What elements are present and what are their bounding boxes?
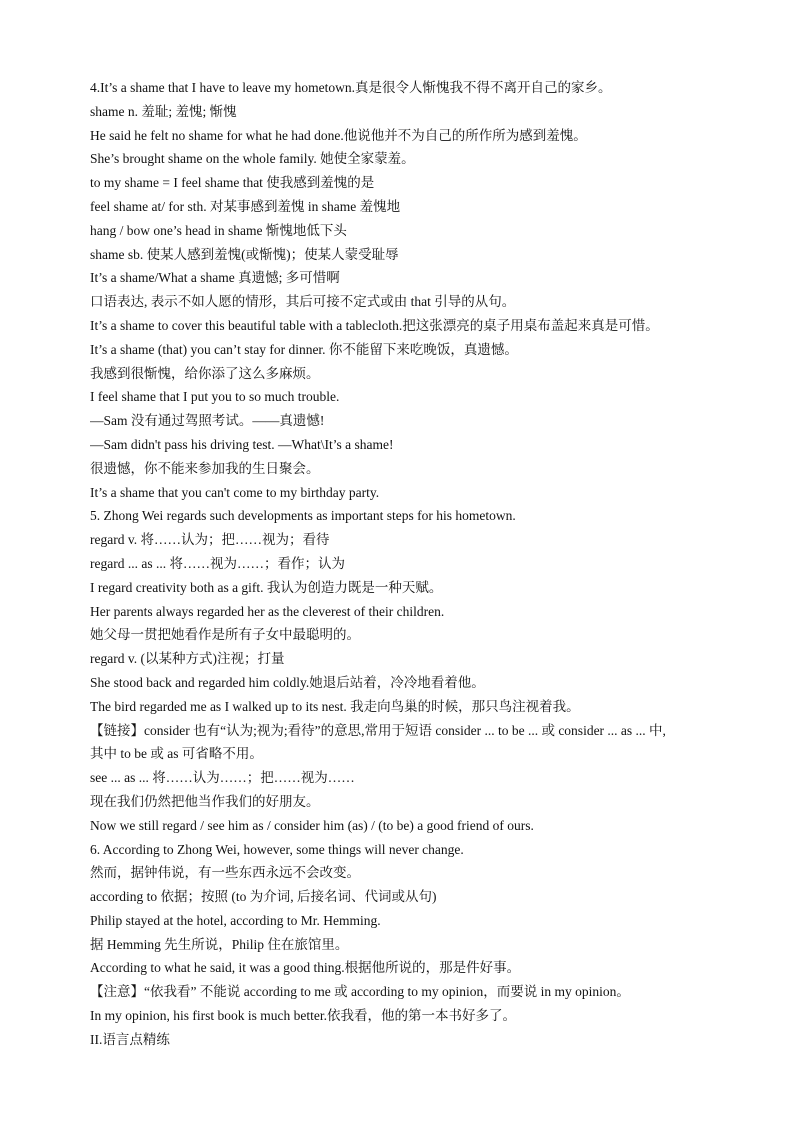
text-line: 很遗憾，你不能来参加我的生日聚会。: [90, 460, 320, 476]
section-heading: 6. According to Zhong Wei, however, some things will never change.: [90, 841, 464, 857]
text-line: 我感到很惭愧，给你添了这么多麻烦。: [90, 365, 320, 381]
text-line: According to what he said, it was a good thing.根据他所说的，那是件好事。: [90, 960, 521, 976]
text-line: Her parents always regarded her as the cleverest of their children.: [90, 603, 445, 619]
text-line: 据 Hemming 先生所说，Philip 住在旅馆里。: [90, 936, 349, 952]
text-line: It’s a shame/What a shame 真遗憾; 多可惜啊: [90, 270, 340, 286]
text-line: —Sam 没有通过驾照考试。——真遗憾!: [90, 413, 325, 429]
text-line: feel shame at/ for sth. 对某事感到羞愧 in shame 羞愧地: [90, 198, 401, 214]
text-line: 她父母一贯把她看作是所有子女中最聪明的。: [90, 627, 360, 643]
text-line: She’s brought shame on the whole family. 她使全家蒙羞。: [90, 151, 415, 167]
text-line: shame sb. 使某人感到羞愧(或惭愧)；使某人蒙受耻辱: [90, 246, 399, 262]
text-line: regard v. 将……认为；把……视为；看待: [90, 532, 330, 548]
text-line: I regard creativity both as a gift. 我认为创造力既是一种天赋。: [90, 579, 443, 595]
text-line: regard v. (以某种方式)注视；打量: [90, 651, 285, 667]
text-line: I feel shame that I put you to so much trouble.: [90, 389, 340, 405]
text-line: hang / bow one’s head in shame 惭愧地低下头: [90, 222, 347, 238]
text-line: 口语表达, 表示不如人愿的情形，其后可接不定式或由 that 引导的从句。: [90, 294, 516, 310]
text-line: It’s a shame that you can't come to my birthday party.: [90, 484, 380, 500]
text-line: 现在我们仍然把他当作我们的好朋友。: [90, 793, 320, 809]
text-line: Philip stayed at the hotel, according to Mr. Hemming.: [90, 912, 381, 928]
text-line: It’s a shame to cover this beautiful table with a tablecloth.把这张漂亮的桌子用桌布盖起来真是可惜。: [90, 317, 659, 333]
text-line: 其中 to be 或 as 可省略不用。: [90, 746, 263, 762]
text-line: 然而，据钟伟说，有一些东西永远不会改变。: [90, 865, 360, 881]
text-line: It’s a shame (that) you can’t stay for dinner. 你不能留下来吃晚饭，真遗憾。: [90, 341, 518, 357]
section-heading: 5. Zhong Wei regards such developments as important steps for his hometown.: [90, 508, 516, 524]
text-line: 【链接】consider 也有“认为;视为;看待”的意思,常用于短语 consider ... to be ... 或 consider ... as ... 中,: [90, 722, 666, 738]
text-line: In my opinion, his first book is much better.依我看，他的第一本书好多了。: [90, 1008, 516, 1024]
text-line: 【注意】“依我看” 不能说 according to me 或 according to my opinion，而要说 in my opinion。: [90, 984, 630, 1000]
text-line: She stood back and regarded him coldly.她退后站着，冷冷地看着他。: [90, 674, 485, 690]
text-line: Now we still regard / see him as / consider him (as) / (to be) a good friend of ours.: [90, 817, 534, 833]
text-line: according to 依据；按照 (to 为介词, 后接名词、代词或从句): [90, 889, 437, 905]
section-heading: II.语言点精练: [90, 1031, 170, 1047]
text-line: 4.It’s a shame that I have to leave my hometown.真是很令人惭愧我不得不离开自己的家乡。: [90, 80, 612, 95]
text-line: see ... as ... 将……认为……；把……视为……: [90, 770, 355, 786]
text-line: shame n. 羞耻; 羞愧; 惭愧: [90, 103, 237, 119]
text-line: —Sam didn't pass his driving test. —What\It’s a shame!: [90, 436, 394, 452]
text-line: to my shame = I feel shame that 使我感到羞愧的是: [90, 175, 375, 191]
text-line: regard ... as ... 将……视为……；看作；认为: [90, 555, 345, 571]
text-line: He said he felt no shame for what he had done.他说他并不为自己的所作所为感到羞愧。: [90, 127, 587, 143]
text-line: The bird regarded me as I walked up to its nest. 我走向鸟巢的时候，那只鸟注视着我。: [90, 698, 580, 714]
